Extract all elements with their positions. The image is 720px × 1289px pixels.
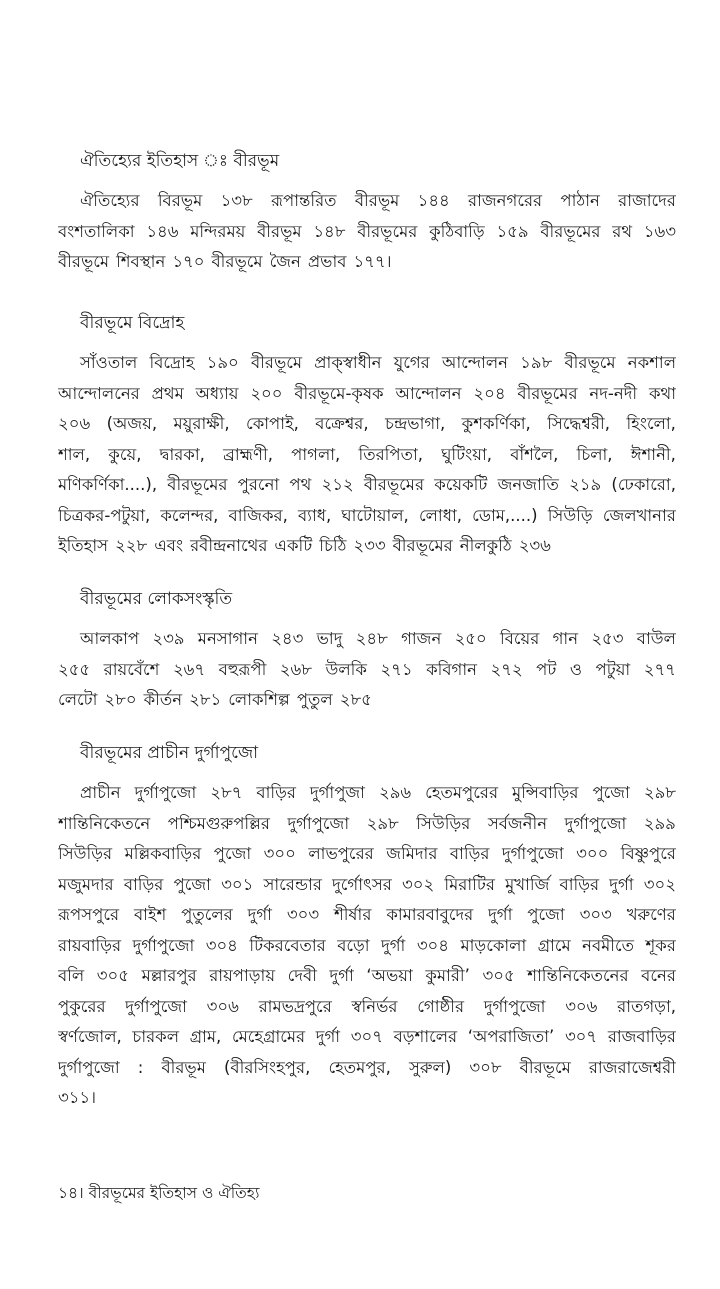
word: ২৪৩ — [271, 629, 304, 648]
paragraph-line — [58, 1083, 676, 1114]
word: রবীন্দ্রনাথের — [190, 536, 268, 555]
word: একটি — [274, 536, 313, 555]
word: ২৭৭ — [643, 659, 676, 679]
word: বীরভূমের — [357, 221, 418, 241]
word: বাড়ির — [449, 844, 490, 863]
paragraph-line — [58, 409, 676, 440]
word: ২৯৮ — [366, 813, 399, 833]
word: ব্রাহ্মণী, — [223, 444, 273, 464]
word: রূপসপুরে — [58, 905, 120, 924]
word: ২৮৫ — [339, 690, 372, 709]
word: জনজাতি — [497, 475, 559, 494]
word: জমিদার — [386, 844, 438, 863]
word: নকশাল — [627, 353, 676, 372]
word: ১৬৩ — [643, 221, 676, 241]
word: বীরভূমের — [392, 536, 453, 555]
section-heading: বীরভূমে বিদ্রোহ — [80, 313, 185, 333]
word: পুতুলের — [181, 905, 233, 924]
word: কুঠিবাড়ি — [429, 221, 485, 241]
word: দুর্গা — [609, 874, 634, 894]
word: ২৪৮ — [355, 629, 388, 648]
word: নবমীতে — [582, 935, 635, 955]
word: ময়ুরাক্ষী, — [173, 414, 230, 433]
word: শূকর — [645, 935, 676, 955]
word: বিয়ের — [500, 629, 540, 648]
word: পুজো — [527, 905, 565, 924]
word: তিরপিতা, — [358, 444, 424, 464]
word: ব্যাধ, — [298, 505, 332, 525]
word: জেলখানার — [602, 505, 676, 525]
paragraph-line — [58, 900, 676, 931]
word: রায়পাড়ায় — [209, 966, 276, 985]
word: এবং — [154, 536, 184, 555]
word: ২৩৬ — [518, 536, 551, 555]
word: লোকশিল্প — [228, 690, 290, 709]
word: ২১৯ — [569, 475, 602, 494]
word: স্বনির্ভর — [351, 996, 398, 1016]
word: কলেন্দর, — [160, 505, 219, 525]
word: দুর্গা — [381, 935, 406, 955]
word: দুর্গাপুজো — [58, 1057, 120, 1077]
word: কামারবাবুদের — [386, 905, 474, 924]
word: বড়শালের — [393, 1027, 458, 1046]
paragraph-line — [58, 839, 676, 870]
word: পুজো — [592, 783, 630, 802]
word: হিংলো, — [626, 414, 676, 433]
word: আন্দোলনের — [58, 383, 140, 403]
word: হেতমপুর, — [328, 1057, 391, 1077]
word: ৩০১ — [221, 874, 254, 894]
word: বীরভূমে — [250, 353, 303, 372]
word: পুতুল — [296, 690, 333, 709]
word: ২৩৩ — [353, 536, 386, 555]
word: যুগের — [393, 353, 430, 372]
word: দুর্গা — [315, 1027, 341, 1046]
word: : — [137, 1057, 144, 1077]
paragraph-line — [58, 186, 676, 217]
word: দুর্গাপুজো — [132, 935, 195, 955]
word: দুর্গাপুজো — [125, 996, 187, 1016]
word: পথ — [289, 475, 312, 494]
word: শিবস্থান — [116, 252, 166, 271]
section-paragraph — [58, 186, 676, 278]
word: বাঁশলৈ, — [510, 444, 559, 464]
word: বীরভূম — [257, 221, 302, 241]
word: বীরভূমে — [519, 1057, 571, 1077]
word: কবিগান — [426, 659, 477, 679]
word: ইতিহাস — [58, 536, 109, 555]
word: সাঁওতাল — [80, 353, 138, 372]
word: কথা — [648, 383, 676, 403]
word: নদ-নদী — [589, 383, 638, 403]
page-footer: ১৪। বীরভূমের ইতিহাস ও ঐতিহ্য — [58, 1184, 260, 1202]
word: আলকাপ — [80, 629, 140, 648]
word: ৩০৫ — [482, 966, 515, 985]
word: গ্রামে — [537, 935, 571, 955]
word: রাজাদের — [618, 191, 676, 210]
word: বাউল — [636, 629, 676, 648]
paragraph-line — [58, 809, 676, 840]
paragraph-line — [58, 247, 676, 278]
word: মেহেগ্রামের — [231, 1027, 306, 1046]
word: সর্বজনীন — [487, 813, 548, 833]
word: (বীরসিংহপুর, — [223, 1057, 311, 1077]
section-folk-culture — [58, 587, 676, 716]
word: প্রভাব — [307, 252, 347, 271]
word: ২৯৬ — [378, 783, 412, 802]
word: রূপান্তরিত — [271, 191, 337, 210]
word: প্রাচীন — [80, 783, 121, 802]
word: ৩০০ — [576, 844, 609, 863]
word: ২৫৫ — [58, 659, 91, 679]
word: কুশকর্ণিকা, — [461, 414, 531, 433]
word: ঐতিহ্যের — [80, 191, 140, 210]
word: মজুমদার — [58, 874, 114, 894]
section-paragraph — [58, 624, 676, 716]
word: সারেন্ডার — [263, 874, 322, 894]
word: ২৯৮ — [643, 783, 676, 802]
word: সিউড়ির — [58, 844, 113, 863]
word: জৈন — [269, 252, 301, 271]
word: শাল, — [58, 444, 91, 464]
word: মিরাটির — [444, 874, 495, 894]
word: (অজয়, — [106, 414, 158, 433]
word: ৩০৫ — [96, 966, 129, 985]
word: পশ্চিমগুরুপল্লির — [167, 813, 270, 833]
word: ২৮০ — [104, 690, 137, 709]
word: সুরুল) — [408, 1057, 452, 1077]
word: ঘুটিংয়া, — [441, 444, 492, 464]
word: বিরভূম — [157, 191, 203, 210]
word: ২৬৮ — [279, 659, 312, 679]
section-paragraph — [58, 348, 676, 562]
word: বহুরূপী — [218, 659, 267, 679]
word: ২২৮ — [115, 536, 148, 555]
section-heritage-history — [58, 149, 676, 278]
word: চারকল — [132, 1027, 180, 1046]
word: মন্দিরময় — [190, 221, 246, 241]
word: বীরভূম — [161, 1057, 206, 1077]
word: রাজনগরের — [468, 191, 543, 210]
word: রাতগড়া, — [617, 996, 676, 1016]
section-heading: বীরভূমের প্রাচীন দুর্গাপুজো — [80, 743, 259, 763]
word: দুর্গা — [247, 905, 272, 924]
word: সিউড়ির — [416, 813, 471, 833]
word: দুর্গাপুজো — [134, 783, 197, 802]
word: ১৭৭। — [353, 252, 392, 271]
word: বনের — [641, 966, 676, 985]
word: গাজন — [401, 629, 442, 648]
section-paragraph — [58, 778, 676, 1114]
paragraph-line — [58, 348, 676, 379]
word: বীরভূম — [354, 191, 400, 210]
word: ঘাটোয়াল, — [341, 505, 409, 525]
word: বাড়ির — [256, 783, 296, 802]
word: ২০০ — [250, 383, 283, 403]
word: ২০৪ — [473, 383, 506, 403]
word: হেতমপুরের — [425, 783, 499, 802]
word: দুর্গাপুজো — [287, 813, 350, 833]
word: বংশতালিকা — [58, 221, 135, 241]
word: বীরভূমে — [564, 353, 616, 372]
paragraph-line — [58, 470, 676, 501]
word: মুখার্জি — [505, 874, 550, 894]
word: মণিকর্ণিকা....), — [58, 475, 158, 494]
word: পুজো — [173, 874, 211, 894]
word: ‘অভয়া — [366, 966, 413, 985]
paragraph-line — [58, 379, 676, 410]
paragraph-line — [58, 870, 676, 901]
word: মল্লারপুর — [141, 966, 197, 985]
word: ৩০৪ — [416, 935, 449, 955]
paragraph-line — [58, 531, 676, 562]
word: পটুয়া — [595, 659, 631, 679]
word: ১৯৮ — [520, 353, 553, 372]
word: শান্তিনিকেতনের — [527, 966, 629, 985]
word: ২৫৩ — [591, 629, 624, 648]
word: ৩০৩ — [286, 905, 320, 924]
word: ১৩৮ — [220, 191, 253, 210]
paragraph-line — [58, 685, 676, 716]
word: দুর্গাপুজো — [564, 813, 627, 833]
paragraph-line — [58, 217, 676, 248]
word: মাড়কোলা — [460, 935, 527, 955]
word: লেটো — [58, 690, 98, 709]
section-ancient-durga-puja — [58, 741, 676, 1114]
word: গোষ্ঠীর — [417, 996, 465, 1016]
word: ২৯৯ — [643, 813, 676, 833]
word: রায়বেঁশে — [103, 659, 160, 679]
paragraph-line — [58, 1022, 676, 1053]
word: ডোম,....) — [472, 505, 538, 525]
word: ভাদু — [316, 629, 343, 648]
word: বীরভূমে-কৃষক — [294, 383, 384, 403]
word: দুর্গাপুজা — [309, 783, 365, 802]
word: চিঠি — [319, 536, 347, 555]
word: ১৭০ — [172, 252, 205, 271]
word: পুকুরের — [58, 996, 106, 1016]
word: দেবী — [287, 966, 317, 985]
word: বাজিকর, — [228, 505, 288, 525]
word: স্বর্ণজোল, — [58, 1027, 122, 1046]
word: শান্তিনিকেতনে — [58, 813, 151, 833]
word: ২১২ — [321, 475, 354, 494]
word: ২৬৭ — [172, 659, 206, 679]
word: পাগলা, — [291, 444, 341, 464]
word: রামভদ্রপুরে — [258, 996, 332, 1016]
word: ৩০৭ — [350, 1027, 383, 1046]
word: খরুণের — [626, 905, 676, 924]
word: কুয়ে, — [108, 444, 142, 464]
word: নীলকুঠি — [459, 536, 512, 555]
word: রাজবাড়ির — [607, 1027, 676, 1046]
word: রথ — [612, 221, 633, 241]
word: দুর্গোৎসর — [332, 874, 392, 894]
word: সিদ্ধেশ্বরী, — [547, 414, 611, 433]
word: বড়ো — [337, 935, 370, 955]
word: পুজো — [213, 844, 252, 863]
word: লোধা, — [418, 505, 462, 525]
section-rebellion — [58, 311, 676, 562]
word: পট — [536, 659, 557, 679]
word: শীর্ষার — [333, 905, 372, 924]
word: প্রাক্স্বাধীন — [314, 353, 382, 372]
word: ৩০৩ — [579, 905, 612, 924]
word: ৩০৪ — [205, 935, 238, 955]
word: ‘অপরাজিতা’ — [467, 1027, 555, 1046]
paragraph-line — [58, 624, 676, 655]
word: বীরভূমে — [58, 252, 110, 271]
word: বলি — [58, 966, 85, 985]
word: পাঠান — [560, 191, 600, 210]
word: ৩০৮ — [469, 1057, 502, 1077]
word: মনসাগান — [197, 629, 258, 648]
paragraph-line — [58, 931, 676, 962]
word: ২৭১ — [380, 659, 413, 679]
word: ৩০৬ — [206, 996, 239, 1016]
word: কুমারী’ — [425, 966, 470, 985]
word: দুর্গাপুজো — [501, 844, 564, 863]
word: ৩০২ — [402, 874, 435, 894]
word: বিষ্ণুপুরে — [620, 844, 676, 863]
word: ঈশানী, — [630, 444, 676, 464]
word: পুরনো — [237, 475, 280, 494]
section-heading: ঐতিহ্যের ইতিহাস ঃ বীরভূম — [80, 151, 280, 171]
paragraph-line — [58, 440, 676, 471]
word: দুর্গাপুজো — [483, 996, 546, 1016]
word: চন্দ্রভাগা, — [385, 414, 446, 433]
word: ও — [569, 659, 583, 679]
word: ৩০৬ — [565, 996, 598, 1016]
word: বাড়ির — [559, 874, 600, 894]
word: রায়বাড়ির — [58, 935, 122, 955]
word: দুর্গা — [329, 966, 354, 985]
word: ৩১১। — [58, 1088, 97, 1107]
word: কয়েকটি — [434, 475, 488, 494]
word: প্রথম — [151, 383, 184, 403]
paragraph-line — [58, 992, 676, 1023]
word: বীরভূমের — [517, 383, 578, 403]
word: অধ্যায় — [195, 383, 239, 403]
word: ২৮৭ — [210, 783, 243, 802]
word: ৩০০ — [263, 844, 296, 863]
paragraph-line — [58, 1053, 676, 1084]
word: ২৩৯ — [152, 629, 185, 648]
word: মুন্সিবাড়ির — [512, 783, 579, 802]
paragraph-line — [58, 961, 676, 992]
word: কীর্তন — [143, 690, 183, 709]
word: বিদ্রোহ — [149, 353, 195, 372]
word: ২০৬ — [58, 414, 91, 433]
word: ২৫০ — [454, 629, 487, 648]
word: বক্রেশ্বর, — [315, 414, 369, 433]
word: বাড়ির — [123, 874, 164, 894]
word: বীরভূমের — [540, 221, 601, 241]
word: দ্বারকা, — [159, 444, 205, 464]
word: ২৭২ — [490, 659, 523, 679]
word: লাভপুরের — [308, 844, 374, 863]
paragraph-line — [58, 778, 676, 809]
word: বীরভূমের — [167, 475, 228, 494]
word: চিলা, — [576, 444, 613, 464]
word: (ঢেকারো, — [611, 475, 676, 494]
word: গ্রাম, — [189, 1027, 222, 1046]
word: কোপাই, — [246, 414, 299, 433]
word: ১৪৬ — [146, 221, 179, 241]
word: দুর্গা — [488, 905, 513, 924]
word: আন্দোলন — [395, 383, 462, 403]
word: ১৫৯ — [496, 221, 529, 241]
word: ৩০২ — [643, 874, 676, 894]
word: সিউড়ি — [547, 505, 593, 525]
word: মল্লিকবাড়ির — [124, 844, 202, 863]
word: গান — [552, 629, 579, 648]
word: বীরভূমের — [363, 475, 425, 494]
word: উলকি — [325, 659, 367, 679]
word: ১৯০ — [206, 353, 239, 372]
word: বীরভূমে — [211, 252, 263, 271]
paragraph-line — [58, 655, 676, 686]
word: বাইশ — [133, 905, 167, 924]
paragraph-line — [58, 501, 676, 532]
word: ৩০৭ — [564, 1027, 598, 1046]
word: চিত্রকর-পটুয়া, — [58, 505, 151, 525]
word: ১৪৮ — [313, 221, 346, 241]
word: ১৪৪ — [417, 191, 450, 210]
word: ২৮১ — [189, 690, 222, 709]
word: আন্দোলন — [441, 353, 508, 372]
word: রাজরাজেশ্বরী — [588, 1057, 676, 1077]
section-heading: বীরভূমের লোকসংস্কৃতি — [80, 589, 233, 609]
word: টিকরবেতার — [249, 935, 326, 955]
